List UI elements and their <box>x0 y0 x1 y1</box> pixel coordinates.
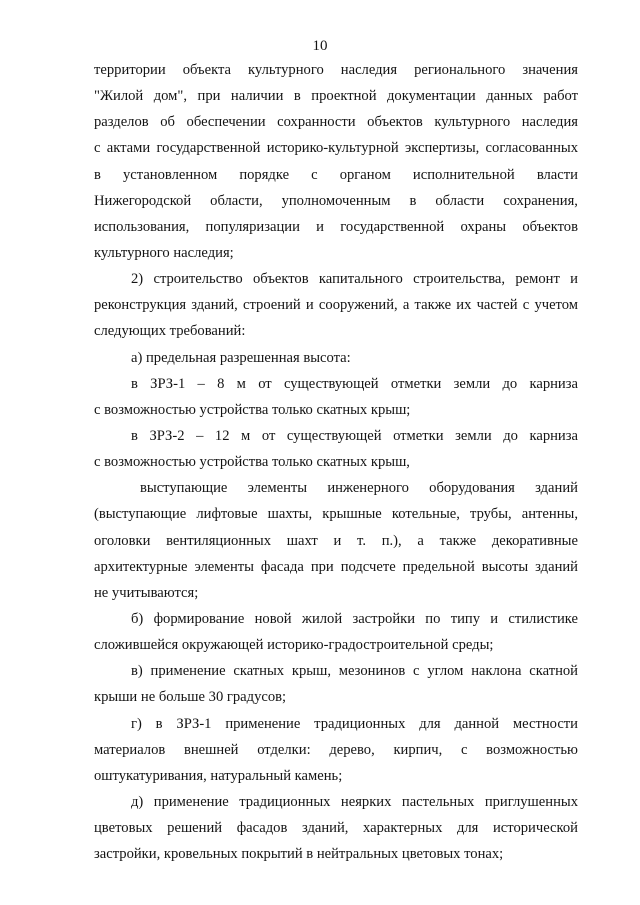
word: и <box>333 532 342 549</box>
word: а <box>417 532 424 549</box>
word: в <box>94 166 101 183</box>
word: материалов <box>94 741 166 758</box>
word: внешней <box>183 741 239 758</box>
word: выступающие <box>140 480 228 497</box>
text-line <box>94 737 578 763</box>
word: уполномоченным <box>281 192 391 209</box>
word: отделки: <box>257 741 311 758</box>
word: и <box>316 218 324 235</box>
text-line <box>94 135 578 161</box>
text-line <box>94 109 578 135</box>
text-line <box>94 841 578 867</box>
text-line <box>94 711 578 737</box>
text-line <box>94 501 578 527</box>
line-text: крыши не больше 30 градусов; <box>94 689 287 706</box>
line-text: застройки, кровельных покрытий в нейтральных цветовых тонах; <box>94 846 504 863</box>
word: в <box>409 192 417 209</box>
text-line <box>94 449 578 475</box>
word: государственной <box>340 218 445 235</box>
text-line <box>94 397 578 423</box>
line-text: архитектурные элементы фасада при подсчете предельной высоты зданий <box>94 558 578 575</box>
text-line <box>94 554 578 580</box>
word: дерево, <box>329 741 375 758</box>
line-text: б) формирование новой жилой застройки по типу и стилистике <box>131 610 578 627</box>
text-line <box>94 423 578 449</box>
line-text: цветовых решений фасадов зданий, характерных для исторической <box>94 820 578 837</box>
line-text: не учитываются; <box>94 584 199 601</box>
text-line <box>94 684 578 710</box>
text-line <box>94 528 578 554</box>
text-line <box>94 292 578 318</box>
word: области <box>435 192 485 209</box>
page-number: 10 <box>312 38 328 54</box>
word: с <box>311 166 318 183</box>
line-text: разделов об обеспечении сохранности объектов культурного наследия <box>94 114 578 131</box>
line-text: а) предельная разрешенная высота: <box>131 349 351 366</box>
word: культурного <box>248 62 324 78</box>
text-line <box>94 266 578 292</box>
text-line <box>94 371 578 397</box>
word: органом <box>339 166 391 183</box>
word: значения <box>522 62 578 78</box>
word: объектов <box>522 218 578 235</box>
text-line <box>94 580 578 606</box>
line-text: в ЗРЗ-2 – 12 м от существующей отметки земли до карниза <box>131 427 578 444</box>
word: декоративные <box>491 532 578 549</box>
word: установленном <box>122 166 218 183</box>
document-body <box>94 57 578 867</box>
text-line <box>94 763 578 789</box>
text-line <box>94 83 578 109</box>
word: сохранения, <box>503 192 578 209</box>
text-line <box>94 214 578 240</box>
line-text: оштукатуривания, натуральный камень; <box>94 767 343 784</box>
word: объекта <box>182 62 232 78</box>
line-text: (выступающие лифтовые шахты, крышные котельные, трубы, антенны, <box>94 506 578 523</box>
word: зданий <box>535 480 578 497</box>
word: наследия <box>340 62 398 78</box>
line-text: в ЗРЗ-1 – 8 м от существующей отметки земли до карниза <box>131 375 578 392</box>
word: п.), <box>381 532 402 549</box>
word: шахт <box>286 532 318 549</box>
text-line <box>94 188 578 214</box>
text-line <box>94 475 578 501</box>
word: вентиляционных <box>166 532 272 549</box>
word: инженерного <box>327 480 409 497</box>
word: также <box>439 532 477 549</box>
text-line <box>94 632 578 658</box>
word: территории <box>94 62 166 78</box>
word: охраны <box>460 218 507 235</box>
line-text: д) применение традиционных неярких пастельных приглушенных <box>131 793 578 810</box>
text-line <box>94 345 578 371</box>
word: кирпич, <box>393 741 443 758</box>
text-line <box>94 318 578 344</box>
line-text: 2) строительство объектов капитального строительства, ремонт и <box>131 271 578 288</box>
line-text: реконструкция зданий, строений и сооружений, а также их частей с учетом <box>94 297 578 314</box>
word: области, <box>210 192 263 209</box>
line-text: следующих требований: <box>94 323 246 340</box>
word: использования, <box>94 218 190 235</box>
line-text: с актами государственной историко-культурной экспертизы, согласованных <box>94 140 578 157</box>
line-text: с возможностью устройства только скатных крыш, <box>94 454 410 471</box>
line-text: "Жилой дом", при наличии в проектной документации данных работ <box>94 88 578 105</box>
word: Нижегородской <box>94 192 192 209</box>
word: исполнительной <box>412 166 515 183</box>
word: популяризации <box>205 218 300 235</box>
text-line <box>94 57 578 83</box>
word: т. <box>357 532 366 549</box>
text-line <box>94 162 578 188</box>
word: оголовки <box>94 532 151 549</box>
word: возможностью <box>486 741 578 758</box>
line-text: сложившейся окружающей историко-градостроительной среды; <box>94 637 494 654</box>
line-text: культурного наследия; <box>94 244 234 261</box>
line-text: с возможностью устройства только скатных крыш; <box>94 401 411 418</box>
text-line <box>94 789 578 815</box>
word: элементы <box>247 480 308 497</box>
line-text: г) в ЗРЗ-1 применение традиционных для данной местности <box>131 715 578 732</box>
line-text: в) применение скатных крыш, мезонинов с углом наклона скатной <box>131 663 578 680</box>
text-line <box>94 815 578 841</box>
word: с <box>460 741 468 758</box>
text-line <box>94 658 578 684</box>
word: власти <box>536 166 578 183</box>
word: оборудования <box>429 480 515 497</box>
word: регионального <box>414 62 506 78</box>
text-line <box>94 606 578 632</box>
word: порядке <box>239 166 290 183</box>
text-line <box>94 240 578 266</box>
